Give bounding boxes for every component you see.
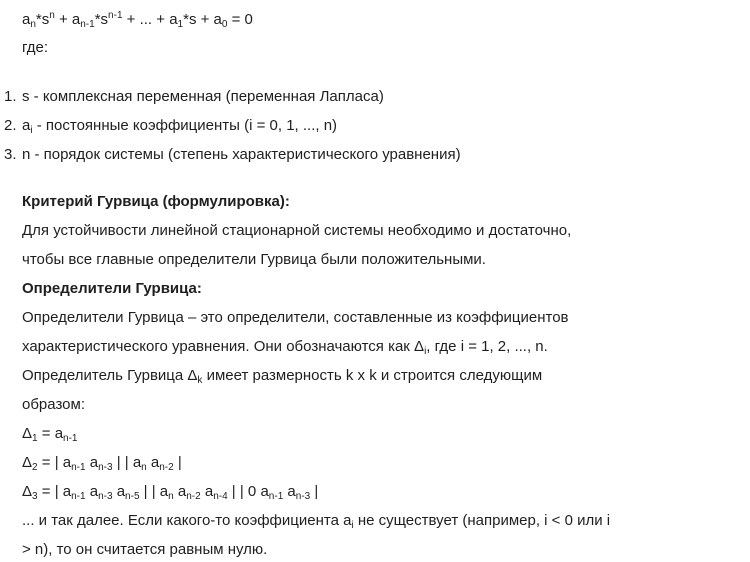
delta-2-formula: $\Delta_2$ = | $a_{n-1}$ $a_{n-3}$ | | $a_n$ $a_{n-2}$ |	[22, 454, 182, 473]
list-item: 1. s - комплексная переменная (переменная Лапласа)	[4, 88, 384, 105]
determinants-heading: Определители Гурвица:	[22, 280, 202, 297]
determinants-text-line: образом:	[22, 396, 85, 413]
criterion-heading: Критерий Гурвица (формулировка):	[22, 193, 290, 210]
criterion-text-line: Для устойчивости линейной стационарной системы необходимо и достаточно,	[22, 222, 572, 239]
criterion-text-line: чтобы все главные определители Гурвица были положительными.	[22, 251, 486, 268]
characteristic-equation: $a_n*s^n + a_{n-1}*s^{n-1}$ + ... + $a_1*s + a_0 = 0$	[22, 10, 253, 30]
determinants-text-line: характеристического уравнения. Они обозначаются как $\Delta_i$, где i = 1, 2, ..., n.	[22, 338, 548, 357]
where-label: где:	[22, 39, 49, 56]
footer-text-line: > n), то он считается равным нулю.	[22, 541, 268, 558]
footer-text-line: ... и так далее. Если какого-то коэффициента $a_i$ не существует (например, i < 0 или i	[22, 512, 611, 531]
determinants-text-line: Определитель Гурвица $\Delta_k$ имеет размерность k x k и строится следующим	[22, 367, 543, 386]
determinants-text-line: Определители Гурвица – это определители, составленные из коэффициентов	[22, 309, 569, 326]
list-item: 3. n - порядок системы (степень характеристического уравнения)	[4, 146, 461, 163]
list-item: 2. $a_i$ - постоянные коэффициенты (i = 0, 1, ..., n)	[4, 117, 338, 136]
delta-3-formula: $\Delta_3$ = | $a_{n-1}$ $a_{n-3}$ $a_{n-5}$ | | $a_n$ $a_{n-2}$ $a_{n-4}$ | | 0 $a_{n-1}$ $a_{n-3}$ |	[22, 483, 319, 502]
delta-1-formula: $\Delta_1 = a_{n-1}$	[22, 425, 78, 444]
